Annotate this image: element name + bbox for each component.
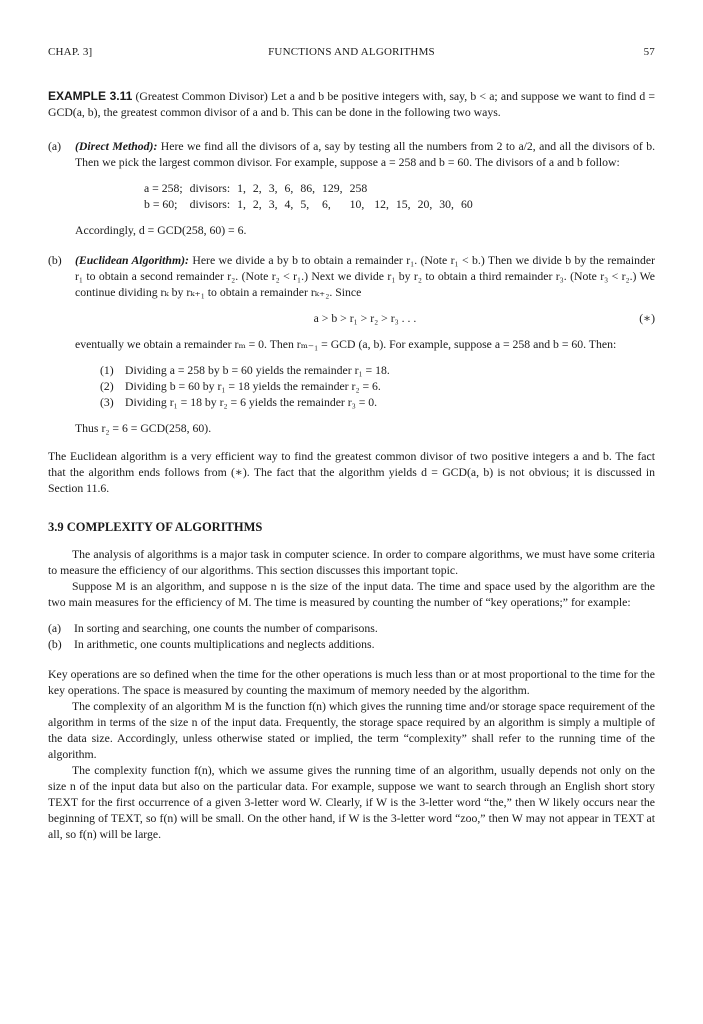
list-item-text: In sorting and searching, one counts the number of comparisons. bbox=[74, 622, 378, 635]
divisor-value: 20, bbox=[417, 198, 433, 211]
list-item-label: (a) bbox=[48, 622, 62, 635]
divisors-var: b = 60; bbox=[144, 198, 178, 211]
divisors-table bbox=[144, 181, 480, 213]
method-b-text: Here we divide a by b to obtain a remainder r₁. (Note r₁ < b.) Then we divide b by the remainder r₁ to obtain a second remainder r₂. (Note r₂ < r₁.) Next we divide r₁ by r₂ to obtain a third remainder r₃. (Note r₃ < r₂.) We continue dividing rₖ by rₖ₊₁ to obtain a remainder rₖ₊₂. Since bbox=[75, 254, 656, 299]
method-a-text: Here we find all the divisors of a, say by testing all the numbers from 2 to a/2, and all the divisors of b. Then we pick the largest common divisor. For example, suppose a = 258 and b = 60. The divisors of a and b follow: bbox=[75, 140, 656, 169]
euclid-step bbox=[100, 363, 655, 379]
divisor-value: 30, bbox=[439, 198, 454, 211]
divisor-value bbox=[439, 181, 461, 197]
page-number: 57 bbox=[643, 46, 655, 58]
inequality-chain bbox=[75, 311, 655, 327]
step-number: (1) bbox=[100, 364, 114, 377]
divisors-row-a bbox=[144, 181, 480, 197]
divisor-value: 258 bbox=[349, 182, 368, 195]
divisor-value: 60 bbox=[460, 198, 473, 211]
divisor-value: 6, bbox=[322, 198, 331, 211]
euclid-steps bbox=[100, 363, 655, 411]
method-a-title: (Direct Method): bbox=[75, 140, 158, 153]
chapter-label: CHAP. 3] bbox=[48, 46, 93, 58]
section-heading: 3.9 COMPLEXITY OF ALGORITHMS bbox=[48, 520, 263, 534]
list-item bbox=[48, 637, 655, 653]
divisors-label: divisors: bbox=[189, 198, 231, 211]
divisor-value: 6, bbox=[284, 182, 294, 195]
list-item-text: In arithmetic, one counts multiplications and neglects additions. bbox=[74, 638, 375, 651]
divisors-label: divisors: bbox=[189, 182, 231, 195]
step-number: (2) bbox=[100, 380, 114, 393]
list-item bbox=[48, 621, 655, 637]
step-text: Dividing a = 258 by b = 60 yields the remainder r₁ = 18. bbox=[125, 364, 390, 377]
example-label: EXAMPLE 3.11 bbox=[48, 89, 133, 103]
divisors-row-b bbox=[144, 197, 480, 213]
section-paragraph-4: The complexity of an algorithm M is the function f(n) which gives the running time and/or storage space requirement of the algorithm in terms of the size n of the input data. Frequently, the storage space required by an algorithm is simply a multiple of the data size. Accordingly, unless otherwise stated or implied, the term “complexity” shall refer to the running time of the algorithm. bbox=[48, 700, 655, 761]
running-header bbox=[48, 46, 655, 62]
method-b-text2: eventually we obtain a remainder rₘ = 0. Then rₘ₋₁ = GCD (a, b). For example, suppose a = 258 and b = 60. Then: bbox=[75, 338, 617, 351]
step-text: Dividing b = 60 by r₁ = 18 yields the remainder r₂ = 6. bbox=[125, 380, 381, 393]
step-number: (3) bbox=[100, 396, 114, 409]
method-a-label: (a) bbox=[48, 140, 62, 153]
section-paragraph-1: The analysis of algorithms is a major task in computer science. In order to compare algorithms, we must have some criteria to measure the efficiency of our algorithms. This section discusses this important topic. bbox=[48, 548, 655, 577]
method-a bbox=[48, 139, 655, 239]
divisor-value: 4, bbox=[284, 198, 294, 211]
method-a-conclusion: Accordingly, d = GCD(258, 60) = 6. bbox=[75, 224, 247, 237]
inequality-tag: (∗) bbox=[639, 312, 655, 325]
example-intro-text: (Greatest Common Divisor) Let a and b be positive integers with, say, b < a; and suppose we want to find d = GCD(a, b), the greatest common divisor of a and b. This can be done in the following two ways. bbox=[48, 90, 656, 119]
page-body bbox=[48, 88, 655, 843]
divisor-value: 3, bbox=[268, 182, 278, 195]
divisor-value bbox=[374, 181, 396, 197]
key-operations-list bbox=[48, 621, 655, 653]
method-b-title: (Euclidean Algorithm): bbox=[75, 254, 189, 267]
divisor-value: 2, bbox=[252, 198, 262, 211]
divisor-value: 15, bbox=[395, 198, 411, 211]
section-paragraph-3: Key operations are so defined when the time for the other operations is much less than or at most proportional to the time for the key operations. The space is measured by counting the maximum of memory needed by the algorithm. bbox=[48, 668, 655, 697]
divisor-value bbox=[396, 181, 418, 197]
running-title: FUNCTIONS AND ALGORITHMS bbox=[268, 46, 435, 58]
list-item-label: (b) bbox=[48, 638, 62, 651]
method-b-label: (b) bbox=[48, 254, 62, 267]
divisor-value: 12, bbox=[374, 198, 389, 211]
divisors-var: a = 258; bbox=[144, 182, 183, 195]
divisor-value: 129, bbox=[322, 182, 343, 195]
euclid-step bbox=[100, 395, 655, 411]
divisor-value: 2, bbox=[252, 182, 262, 195]
divisor-value bbox=[418, 181, 440, 197]
step-text: Dividing r₁ = 18 by r₂ = 6 yields the remainder r₃ = 0. bbox=[125, 396, 378, 409]
method-b bbox=[48, 253, 655, 437]
divisor-value: 10, bbox=[349, 198, 365, 211]
inequality-expression: a > b > r₁ > r₂ > r₃ . . . bbox=[313, 312, 417, 325]
divisor-value: 5, bbox=[300, 198, 310, 211]
example-intro bbox=[48, 88, 655, 121]
example-closing: The Euclidean algorithm is a very efficient way to find the greatest common divisor of two positive integers a and b. The fact that the algorithm ends follows from (∗). The fact that the algorithm yields d = GCD(a, b) is not obvious; it is discussed in Section 11.6. bbox=[48, 450, 655, 495]
divisor-value: 86, bbox=[300, 182, 316, 195]
euclid-step bbox=[100, 379, 655, 395]
divisor-value: 1, bbox=[237, 198, 246, 211]
method-b-conclusion: Thus r₂ = 6 = GCD(258, 60). bbox=[75, 422, 212, 435]
section-paragraph-5: The complexity function f(n), which we assume gives the running time of an algorithm, usually depends not only on the size n of the input data but also on the particular data. For example, suppose we want to search through an English short story TEXT for the first occurrence of a given 3-letter word W. Clearly, if W is the 3-letter word “the,” then W likely occurs near the beginning of TEXT, so f(n) will be small. On the other hand, if W is the 3-letter word “zoo,” then W may not appear in TEXT at all, so f(n) will be large. bbox=[48, 764, 655, 841]
divisor-value: 3, bbox=[268, 198, 278, 211]
section-paragraph-2: Suppose M is an algorithm, and suppose n is the size of the input data. The time and space used by the algorithm are the two main measures for the efficiency of M. The time is measured by counting the number of “key operations;” for example: bbox=[48, 580, 655, 609]
divisor-value: 1, bbox=[237, 182, 246, 195]
